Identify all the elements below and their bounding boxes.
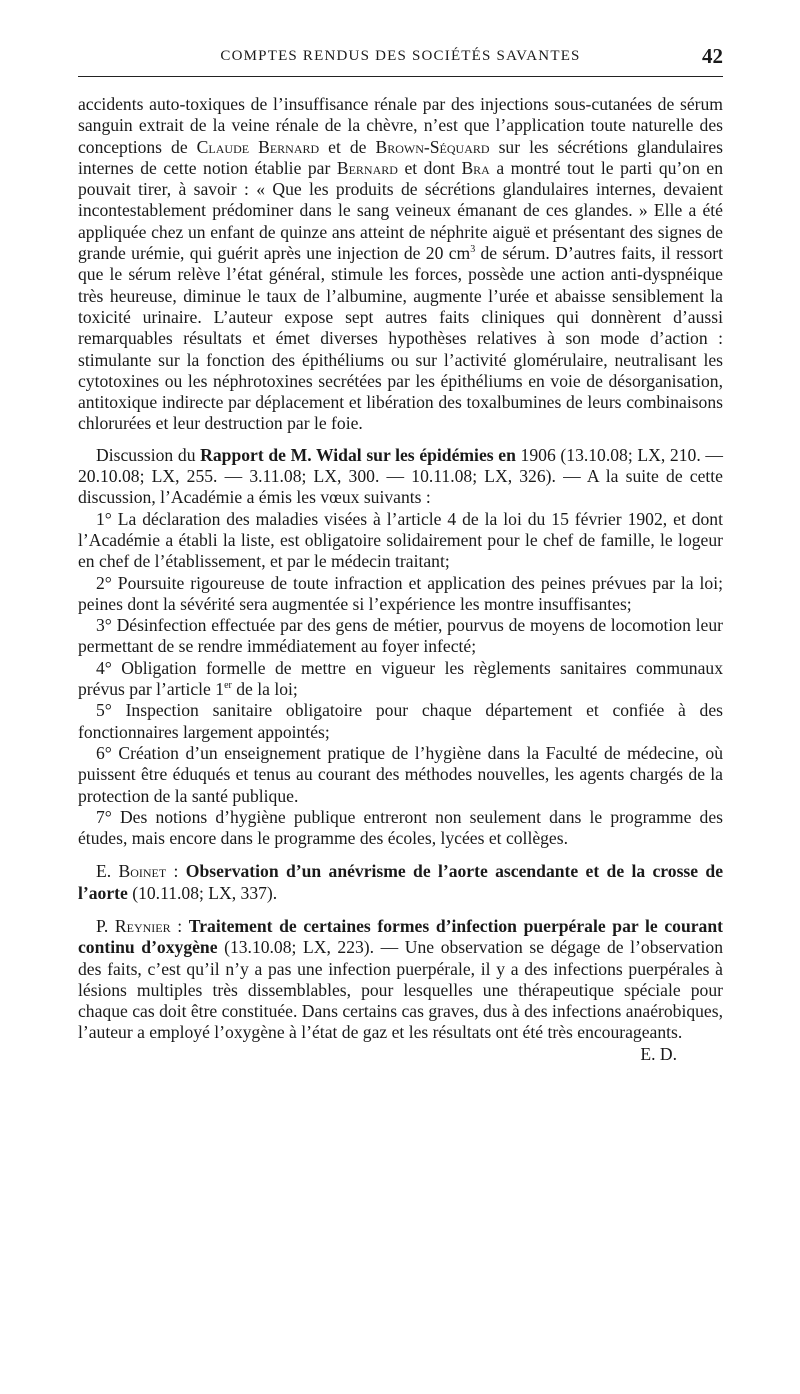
running-header [78,44,723,72]
wish-item: 2° Poursuite rigoureuse de toute infraction et application des peines prévues par la loi; peines dont la sévérité sera augmentée si l’expérience les montre insuffisantes; [78,572,723,614]
name-brown-sequard: Brown-Séquard [375,136,490,157]
wish-item: 6° Création d’un enseignement pratique de l’hygiène dans la Faculté de médecine, où puissent être éduqués et tenus au courant des méthodes nouvelles, les agents chargés de la protection de la santé publique. [78,742,723,806]
paragraph-widal-discussion: Discussion du Rapport de M. Widal sur les épidémies en 1906 (13.10.08; LX, 210. — 20.10.08; LX, 255. — 3.11.08; LX, 300. — 10.11.08; LX, 326). — A la suite de cette discussion, l’Académie a émis les vœux suivants : [78,444,723,508]
entry-boinet: E. Boinet : Observation d’un anévrisme de l’aorte ascendante et de la crosse de l’aorte (10.11.08; LX, 337). [78,861,724,903]
wish-item: 1° La déclaration des maladies visées à l’article 4 de la loi du 15 février 1902, et dont l’Académie a établi la liste, est obligatoire solidairement pour le chef de famille, le logeur en chef de l’établissement, et par le médecin traitant; [78,508,723,572]
name-bra: Bra [461,157,490,178]
entry-title-boinet: Observation d’un anévrisme de l’aorte ascendante et de la crosse de l’aorte [78,861,724,903]
report-title: Rapport de M. Widal sur les épidémies en [200,444,516,465]
header-title: COMPTES RENDUS DES SOCIÉTÉS SAVANTES [220,48,581,64]
entry-title-reynier: Traitement de certaines formes d’infection puerpérale par le courant continu d’oxygène [78,915,723,958]
wish-item: 4° Obligation formelle de mettre en vigueur les règlements sanitaires communaux prévus par l’article 1er de la loi; [78,657,723,700]
signature: E. D. [640,1043,677,1064]
wish-item: 5° Inspection sanitaire obligatoire pour chaque département et confiée à des fonctionnaires largement appointés; [78,700,723,742]
page-number: 42 [702,44,723,68]
header-rule [78,76,723,77]
paragraph-renal-serum: accidents auto-toxiques de l’insuffisance rénale par des injections sous-cutanées de sérum sanguin extrait de la veine rénale de la chèvre, n’est que l’application toute naturelle des conceptions de Claude Bernard et de Brown-Séquard sur les sécrétions glandulaires internes de cette notion établie par Bernard et dont Bra a montré tout le parti qu’on en pouvait tirer, à savoir : « Que les produits de sécrétions glandulaires internes, devaient incontestablement prédominer dans le sang veineux émanant de ces glandes. » Elle a été appliquée chez un enfant de quinze ans atteint de néphrite aiguë et présentant des signes de grande urémie, qui guérit après une injection de 20 $cm^3$ de sérum. D’autres faits, il ressort que le sérum relève l’état général, stimule les forces, possède une action anti-dyspnéique très heureuse, diminue le taux de l’albumine, augmente l’urée et abaisse sensiblement la toxicité urinaire. L’auteur expose sept autres faits cliniques qui donnèrent d’aussi remarquables résultats et émet diverses hypothèses relatives à son mode d’action : stimulante sur la fonction des épithéliums ou sur l’activité glomérulaire, neutralisant les cytotoxines ou les néphrotoxines secrétées par les épithéliums en voie de désorganisation, antitoxique indirecte par déplacement et libération des toxalbumines de leurs combinaisons chlorurées et leur destruction par le foie. [78,94,724,434]
author-boinet: Boinet [118,861,167,882]
wish-item: 7° Des notions d’hygiène publique entreront non seulement dans le programme des études, mais encore dans le programme des écoles, lycées et collèges. [78,806,723,849]
author-reynier: Reynier [114,915,171,936]
article-body [78,94,723,1065]
entry-reynier: P. Reynier : Traitement de certaines formes d’infection puerpérale par le courant continu d’oxygène (13.10.08; LX, 223). — Une observation se dégage de l’observation des faits, c’est qu’il n’y a pas une infection puerpérale, il y a des infections puerpérales à lésions multiples très dissemblables, pour lesquelles une thérapeutique spéciale pour chaque cas doit être constituée. Dans certains cas graves, dus à des infections anaérobiques, l’auteur a employé l’oxygène à l’état de gaz et les résultats ont été très encourageants. [78,915,723,1043]
name-bernard: Bernard [336,157,398,178]
wish-item: 3° Désinfection effectuée par des gens de métier, pourvus de moyens de locomotion leur permettant de se rendre immédiatement au foyer infecté; [78,615,723,657]
name-claude-bernard: Claude Bernard [196,136,320,157]
